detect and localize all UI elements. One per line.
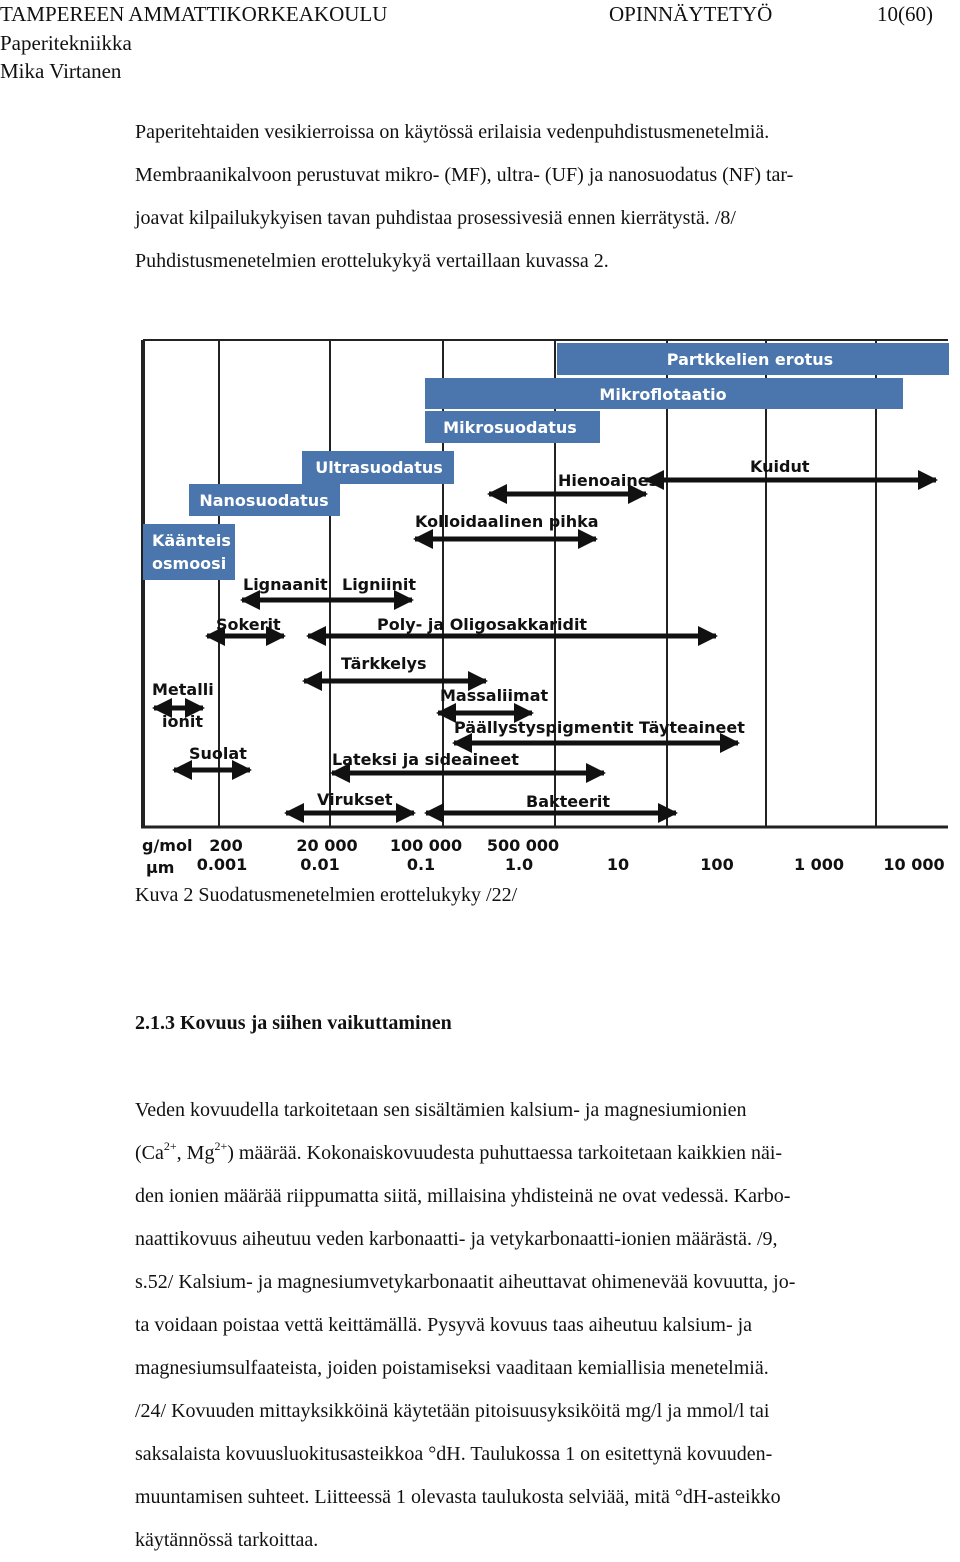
label-tayteaineet: Täyteaineet	[639, 718, 745, 737]
method-label: Mikroflotaatio	[599, 385, 727, 404]
label-hienoaines: Hienoaines	[558, 471, 659, 490]
method-partkkelien-erotus	[557, 343, 949, 375]
section-line-ions	[135, 1132, 935, 1175]
tick-um: 1.0	[504, 855, 534, 874]
header-page-number: 10(60)	[877, 2, 933, 26]
tick-um: 1 000	[793, 855, 845, 874]
text-fragment: (Ca	[135, 1142, 164, 1164]
tick-um: 0.01	[300, 855, 340, 874]
method-ultrasuodatus	[302, 451, 454, 484]
section-line: s.52/ Kalsium- ja magnesiumvetykarbonaatit aiheuttavat ohimenevää kovuutta, jo-	[135, 1271, 796, 1293]
label-ionit: ionit	[162, 712, 203, 731]
header-author: Mika Virtanen	[0, 59, 122, 83]
text-fragment: ) määrää. Kokonaiskovuudesta puhuttaessa tarkoitetaan kaikkien näi-	[227, 1142, 783, 1164]
label-suolat: Suolat	[189, 744, 247, 763]
separation-figure	[138, 333, 950, 879]
tick-gmol: 100 000	[389, 836, 463, 855]
tick-um: 0.1	[406, 855, 436, 874]
method-label: Partkkelien erotus	[666, 350, 834, 369]
axis-gmol-label: g/mol	[142, 836, 193, 855]
section-line: käytännössä tarkoittaa.	[135, 1529, 319, 1551]
method-label: Ultrasuodatus	[315, 458, 443, 477]
tick-gmol: 500 000	[486, 836, 560, 855]
section-line: /24/ Kovuuden mittayksikköinä käytetään pitoisuusyksiköitä mg/l ja mmol/l tai	[135, 1400, 770, 1422]
method-mikroflotaatio	[425, 378, 903, 409]
label-ligniinit: Ligniinit	[342, 575, 417, 594]
section-line: naattikovuus aiheutuu veden karbonaatti- ja vetykarbonaatti-ionien määrästä. /9,	[135, 1228, 778, 1250]
label-poly-oligosakkaridit: Poly- ja Oligosakkaridit	[377, 615, 588, 634]
section-line: ta voidaan poistaa vettä keittämällä. Pysyvä kovuus taas aiheutuu kalsium- ja	[135, 1314, 753, 1336]
label-kolloidaalinen-pihka: Kolloidaalinen pihka	[415, 512, 599, 531]
tick-gmol: 200	[209, 836, 243, 855]
label-kuidut: Kuidut	[750, 457, 810, 476]
label-virukset: Virukset	[317, 790, 393, 809]
label-massaliimat: Massaliimat	[440, 686, 549, 705]
text-fragment: , Mg	[176, 1142, 215, 1164]
axis-um-label: µm	[146, 858, 175, 877]
section-line: muuntamisen suhteet. Liitteessä 1 olevasta taulukosta selviää, mitä °dH-asteikko	[135, 1486, 781, 1508]
section-line: Veden kovuudella tarkoitetaan sen sisältämien kalsium- ja magnesiumionien	[135, 1099, 747, 1121]
label-metalli: Metalli	[152, 680, 214, 699]
method-nanosuodatus	[189, 484, 340, 516]
label-lateksi-sideaineet: Lateksi ja sideaineet	[332, 750, 519, 769]
section-line: saksalaista kovuusluokitusasteikkoa °dH. Taulukossa 1 on esitettynä kovuuden-	[135, 1443, 773, 1465]
tick-um: 0.001	[196, 855, 248, 874]
figure-caption: Kuva 2 Suodatusmenetelmien erottelukyky /22/	[135, 884, 518, 906]
intro-line: Paperitehtaiden vesikierroissa on käytössä erilaisia vedenpuhdistusmenetelmiä.	[135, 121, 770, 143]
label-bakteerit: Bakteerit	[526, 792, 611, 811]
intro-line: Membraanikalvoon perustuvat mikro- (MF), ultra- (UF) ja nanosuodatus (NF) tar-	[135, 164, 794, 186]
section-paragraph	[135, 1089, 935, 1562]
section-line: den ionien määrää riippumatta siitä, millaisina yhdisteinä ne ovat vedessä. Karbo-	[135, 1185, 791, 1207]
label-paallystyspigmentit: Päällystyspigmentit	[454, 718, 634, 737]
method-kaanteisosmoosi	[143, 524, 235, 580]
label-tarkkelys: Tärkkelys	[341, 654, 427, 673]
superscript: 2+	[163, 1139, 177, 1153]
header-school: TAMPEREEN AMMATTIKORKEAKOULU	[0, 2, 388, 26]
header-program: Paperitekniikka	[0, 31, 132, 55]
tick-um: 10 000	[883, 855, 945, 874]
intro-paragraph	[135, 111, 935, 283]
section-line: magnesiumsulfaateista, joiden poistamiseksi vaaditaan kemiallisia menetelmiä.	[135, 1357, 769, 1379]
label-lignaanit: Lignaanit	[243, 575, 328, 594]
intro-line: joavat kilpailukykyisen tavan puhdistaa prosessivesiä ennen kierrätystä. /8/	[135, 207, 736, 229]
header-doc-type: OPINNÄYTETYÖ	[609, 2, 773, 26]
section-heading: 2.1.3 Kovuus ja siihen vaikuttaminen	[135, 1012, 452, 1034]
intro-line: Puhdistusmenetelmien erottelukykyä vertaillaan kuvassa 2.	[135, 250, 609, 272]
axis-labels	[142, 836, 945, 877]
tick-um: 100	[700, 855, 734, 874]
tick-gmol: 20 000	[296, 836, 358, 855]
method-label: Mikrosuodatus	[443, 418, 577, 437]
method-mikrosuodatus	[425, 411, 600, 443]
superscript: 2+	[214, 1139, 228, 1153]
method-label: Nanosuodatus	[199, 491, 329, 510]
method-label: osmoosi	[152, 554, 227, 573]
method-label: Käänteis	[152, 531, 231, 550]
tick-um: 10	[606, 855, 630, 874]
label-sokerit: Sokerit	[216, 615, 281, 634]
